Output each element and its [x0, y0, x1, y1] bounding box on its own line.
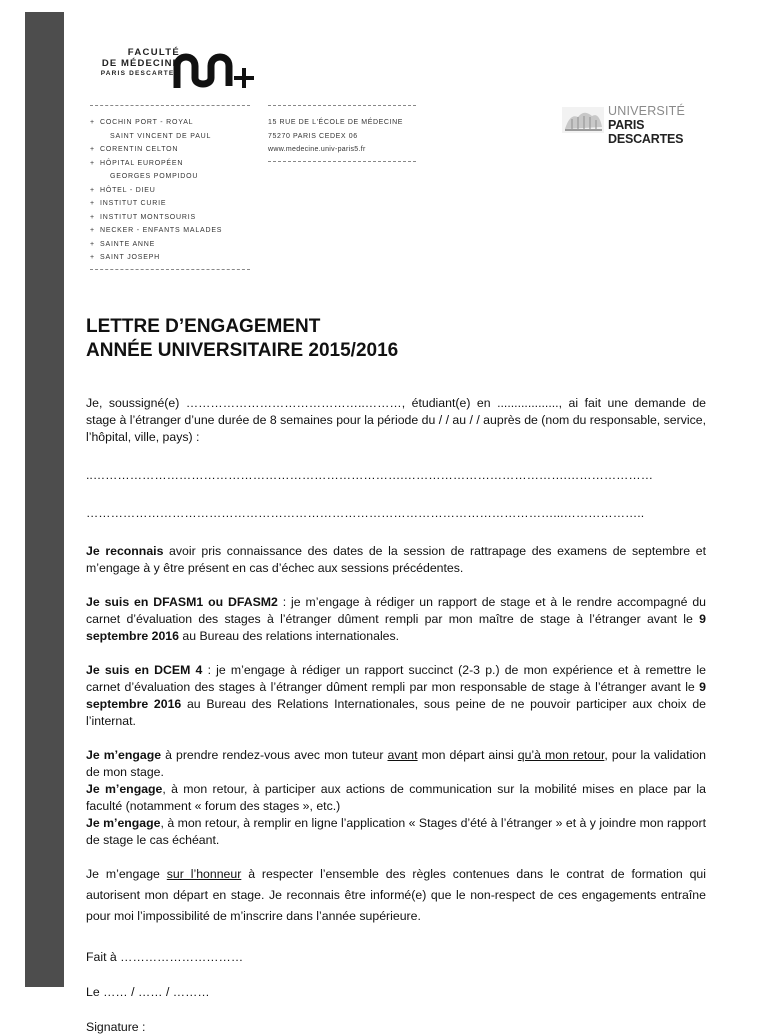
header-separator: [268, 161, 416, 162]
intro-paragraph: Je, soussigné(e) ……………………………………..………, étudiant(e) en .................., ai fait une demande de stage à l’étranger d’une durée de 8 semaines pour la période du / / au / / auprès de (nom du responsable, service, l’hôpital, ville, pays) :: [86, 396, 707, 444]
paragraph-communication: Je m’engage, à mon retour, à participer aux actions de communication sur la mobilité mises en place par la faculté (notamment « forum des stages », etc.): [86, 782, 706, 813]
university-label: UNIVERSITÉ: [608, 104, 686, 118]
paragraph-dfasm: Je suis en DFASM1 ou DFASM2 : je m’engage à rédiger un rapport de stage et à le rendre accompagné du carnet d’évaluation des stages à l’étranger dûment rempli par mon maître de stage à l’étranger avant le 9 septembre 2016 au Bureau des relations internationales.: [86, 595, 706, 643]
faculty-name-line1: FACULTÉ: [127, 47, 180, 58]
website-link[interactable]: www.medecine.univ-paris5.fr: [268, 146, 366, 153]
hospital-list: [90, 116, 222, 265]
hospital-item-continuation: SAINT VINCENT DE PAUL: [110, 132, 212, 140]
paragraph-tuteur: Je m’engage à prendre rendez-vous avec mon tuteur avant mon départ ainsi qu’à mon retour, pour la validation de mon stage.: [86, 748, 707, 779]
faculty-name-line2: DE MÉDECINE: [101, 58, 180, 69]
address-city: 75270 PARIS CEDEX 06: [268, 132, 358, 140]
faculty-logo-text: [100, 47, 180, 79]
faculty-name-line3: PARIS DESCARTES: [100, 70, 180, 77]
fill-in-line: ..………………………………………………………………….………………………………….…………………: [86, 468, 654, 482]
hospital-item: + SAINTE ANNE: [90, 240, 156, 248]
hospital-item: + NECKER - ENFANTS MALADES: [90, 227, 223, 234]
university-logo: [562, 104, 712, 146]
fill-in-line: ……………………………………………………………………………………………………...………………..: [86, 506, 645, 520]
paragraph-application: Je m’engage, à mon retour, à remplir en ligne l’application « Stages d’été à l’étranger » et à y joindre mon rapport de stage le cas échéant.: [86, 816, 706, 847]
header-separator: [90, 105, 250, 106]
university-name: PARIS DESCARTES: [608, 118, 684, 146]
decorative-side-strip: [25, 12, 64, 987]
title-line1: LETTRE D’ENGAGEMENT: [86, 316, 321, 337]
hospital-item: + CORENTIN CELTON: [90, 146, 179, 153]
faculty-logo-mark: [173, 50, 259, 92]
signature-label: Signature :: [86, 1020, 146, 1034]
title-line2: ANNÉE UNIVERSITAIRE 2015/2016: [86, 340, 399, 361]
fait-a-line: Fait à …………………………: [86, 950, 244, 964]
faculty-address: [268, 116, 403, 157]
paragraph-honneur: Je m’engage sur l’honneur à respecter l’ensemble des règles contenues dans le contrat de formation qui autorisent mon départ en stage. Je reconnais être informé(e) que le non-respect de ces engagements entraîne pour moi l’impossibilité de m’inscrire dans l’année supérieure.: [86, 867, 706, 923]
paragraph-rattrapage: Je reconnais avoir pris connaissance des dates de la session de rattrapage des examens de septembre et m’engage à y être présent en cas d’échec aux sessions précédentes.: [86, 544, 706, 575]
hospital-item: + SAINT JOSEPH: [90, 254, 161, 261]
document-title: [86, 315, 398, 363]
document-body: [86, 395, 706, 1036]
hospital-item-continuation: GEORGES POMPIDOU: [110, 173, 199, 180]
address-street: 15 RUE DE L'ÉCOLE DE MÉDECINE: [268, 119, 404, 126]
hospital-item: + INSTITUT MONTSOURIS: [90, 213, 196, 221]
hospital-item: + HÔPITAL EUROPÉEN: [90, 159, 184, 167]
header-separator: [268, 105, 416, 106]
hospital-item: + INSTITUT CURIE: [90, 200, 167, 207]
header-separator: [90, 269, 250, 270]
hospital-item: + HÔTEL - DIEU: [90, 186, 156, 194]
university-crest-icon: [562, 107, 604, 133]
date-line: Le …… / …… / ………: [86, 985, 210, 999]
hospital-item: + COCHIN PORT - ROYAL: [90, 119, 194, 126]
paragraph-dcem4: Je suis en DCEM 4 : je m’engage à rédiger un rapport succinct (2-3 p.) de mon expérience et à remettre le carnet d’évaluation des stages à l’étranger dûment rempli par mon responsable de stage à l’étranger avant le 9 septembre 2016 au Bureau des Relations Internationales, sous peine de ne pouvoir participer aux choix de l’internat.: [86, 663, 707, 728]
